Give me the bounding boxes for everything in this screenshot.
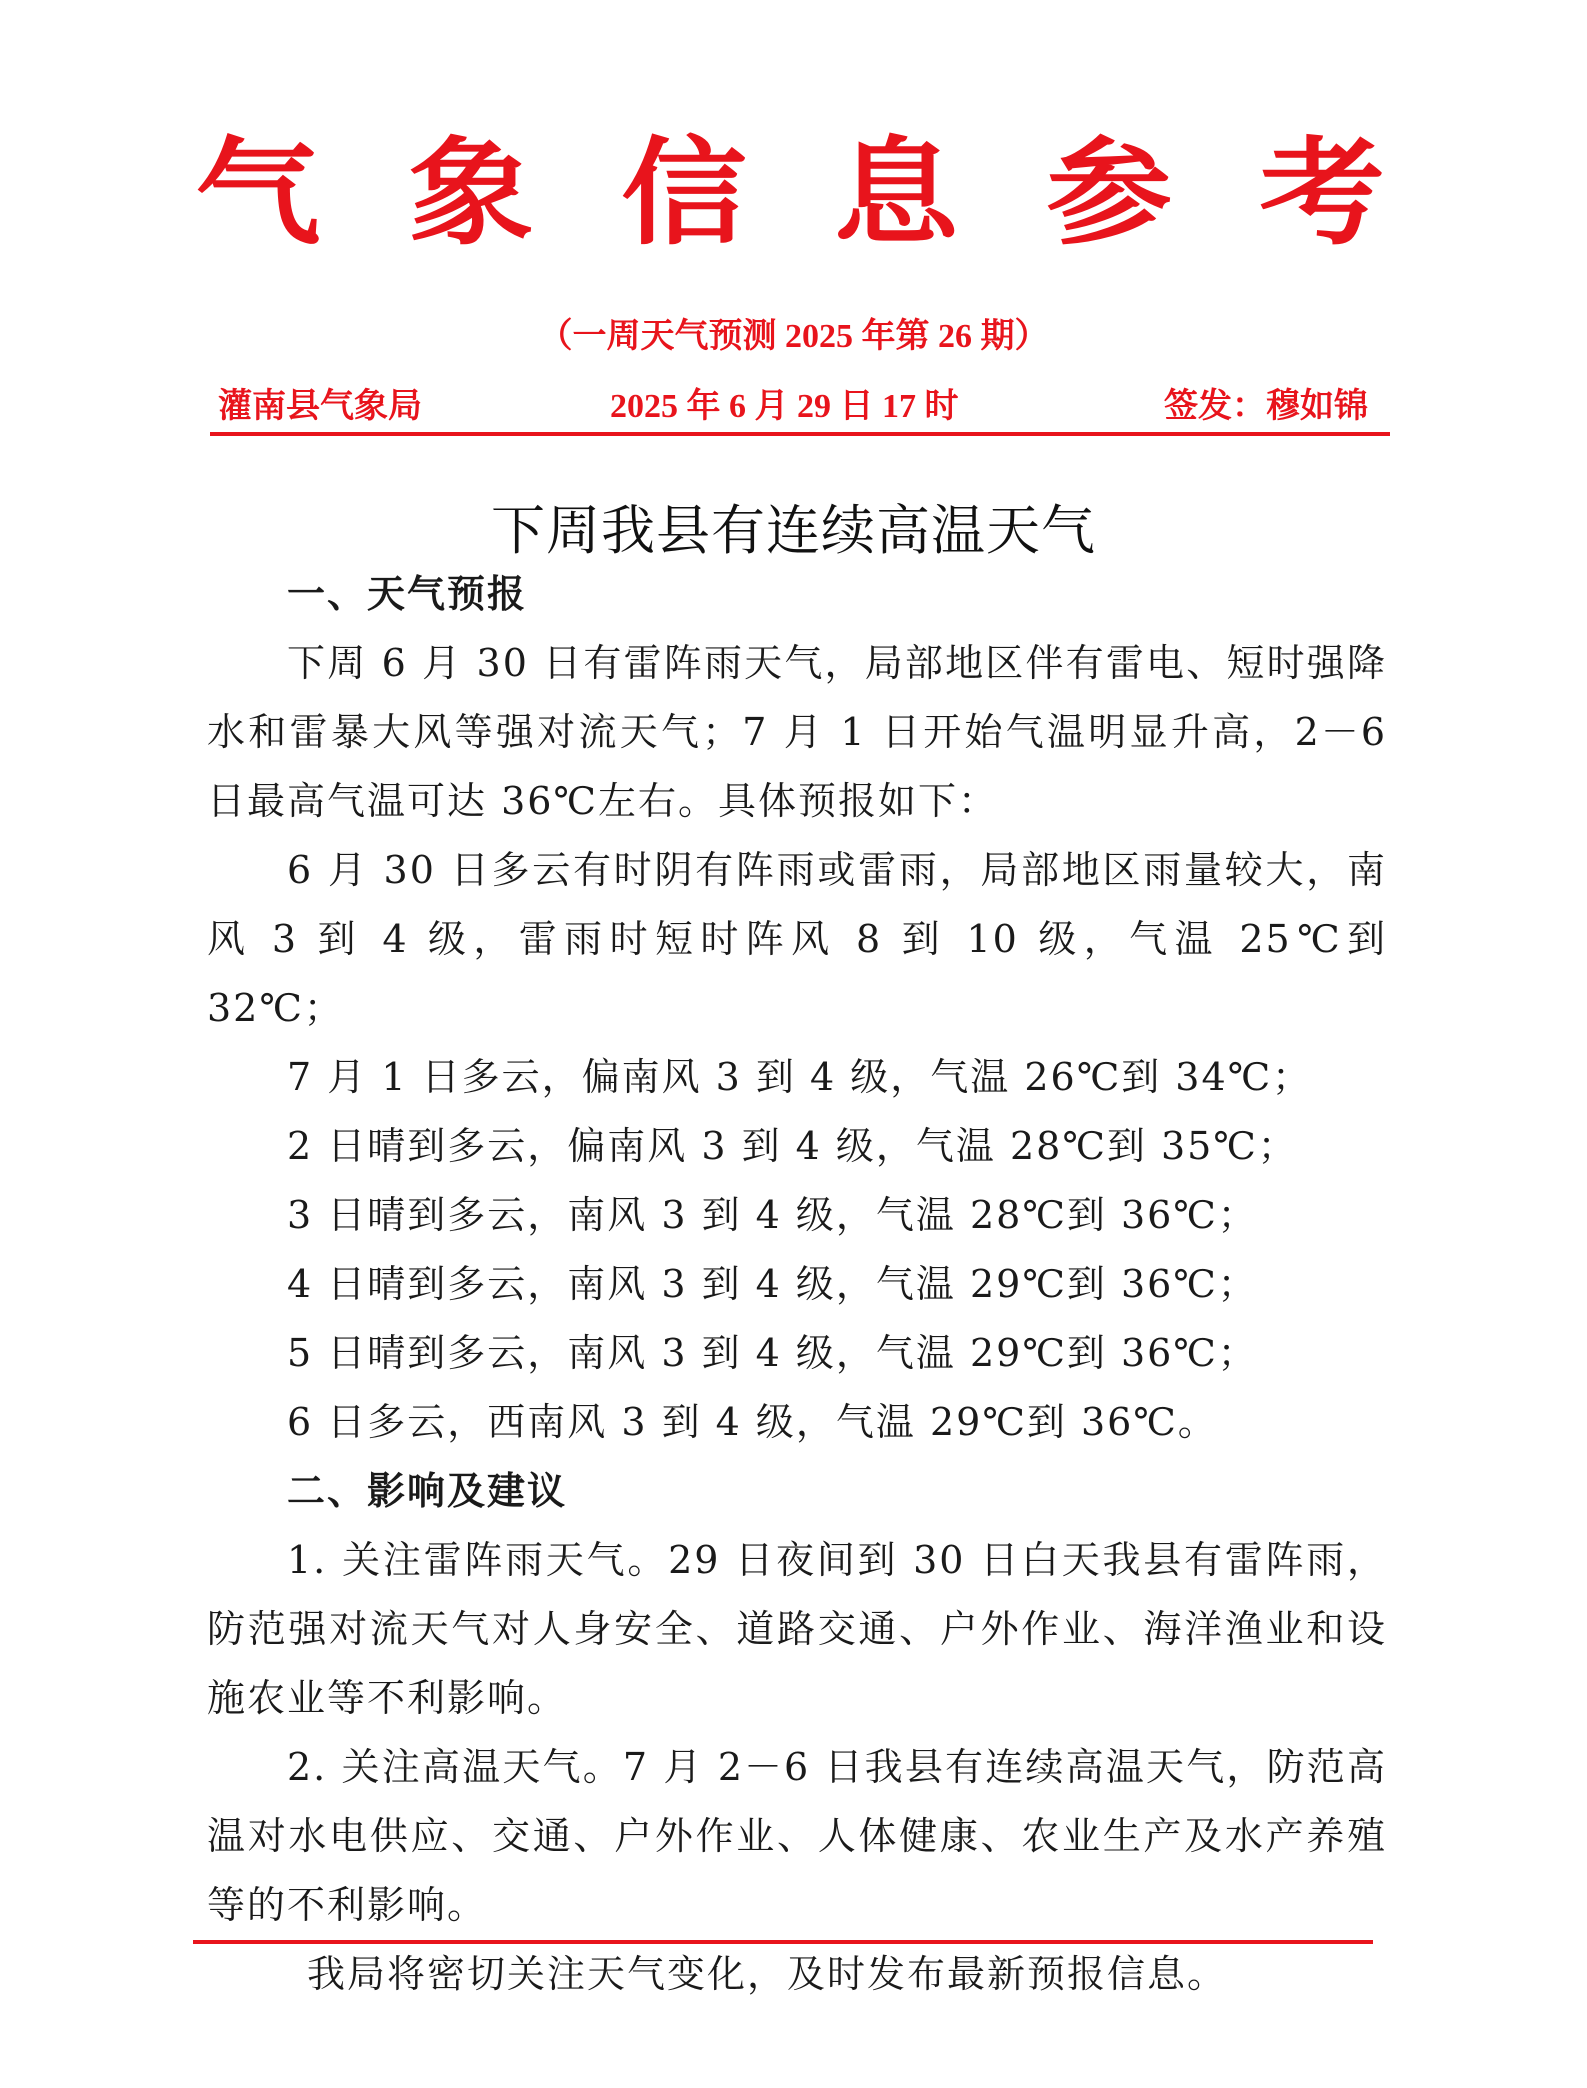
forecast-day: 2 日晴到多云，偏南风 3 到 4 级，气温 28℃到 35℃； <box>287 1124 1298 1168</box>
header-divider <box>210 432 1390 436</box>
forecast-day: 7 月 1 日多云，偏南风 3 到 4 级，气温 26℃到 34℃； <box>287 1055 1313 1099</box>
forecast-intro: 下周 6 月 30 日有雷阵雨天气，局部地区伴有雷电、短时强降水和雷暴大风等强对流天气；7 月 1 日开始气温明显升高，2－6 日最高气温可达 36℃左右。具体预报如下： <box>207 641 1387 823</box>
advice-item: 1. 关注雷阵雨天气。29 日夜间到 30 日白天我县有雷阵雨，防范强对流天气对人身安全、道路交通、户外作业、海洋渔业和设施农业等不利影响。 <box>207 1538 1387 1720</box>
forecast-day: 3 日晴到多云，南风 3 到 4 级，气温 28℃到 36℃； <box>287 1193 1258 1237</box>
masthead-char: 信 <box>620 125 747 261</box>
signer: 签发：穆如锦 <box>1164 388 1368 425</box>
section-heading: 一、天气预报 <box>287 572 528 616</box>
forecast-day: 6 日多云，西南风 3 到 4 级，气温 29℃到 36℃。 <box>287 1400 1218 1444</box>
footer-divider <box>193 1940 1373 1944</box>
advice-item: 2. 关注高温天气。7 月 2－6 日我县有连续高温天气，防范高温对水电供应、交通、户外作业、人体健康、农业生产及水产养殖等的不利影响。 <box>207 1745 1387 1927</box>
forecast-day: 6 月 30 日多云有时阴有阵雨或雷雨，局部地区雨量较大，南风 3 到 4 级，雷雨时短时阵风 8 到 10 级，气温 25℃到 32℃； <box>207 848 1387 1030</box>
info-line <box>218 378 1368 424</box>
document-body <box>207 560 1387 2009</box>
agency-name: 灌南县气象局 <box>218 388 422 425</box>
forecast-day: 5 日晴到多云，南风 3 到 4 级，气温 29℃到 36℃； <box>287 1331 1258 1375</box>
masthead-char: 参 <box>1046 125 1172 261</box>
forecast-day: 4 日晴到多云，南风 3 到 4 级，气温 29℃到 36℃； <box>287 1262 1258 1306</box>
headline: 下周我县有连续高温天气 <box>491 499 1096 562</box>
masthead-char: 象 <box>408 125 534 261</box>
masthead-char: 考 <box>1259 125 1385 261</box>
masthead-title <box>195 125 1385 261</box>
closing-statement: 我局将密切关注天气变化，及时发布最新预报信息。 <box>307 1952 1228 1996</box>
masthead-char: 息 <box>833 125 960 261</box>
issue-number: （一周天气预测 2025 年第 26 期） <box>538 318 1049 355</box>
issue-datetime: 2025 年 6 月 29 日 17 时 <box>610 388 959 425</box>
section-heading: 二、影响及建议 <box>287 1469 568 1513</box>
masthead-char: 气 <box>195 125 321 261</box>
